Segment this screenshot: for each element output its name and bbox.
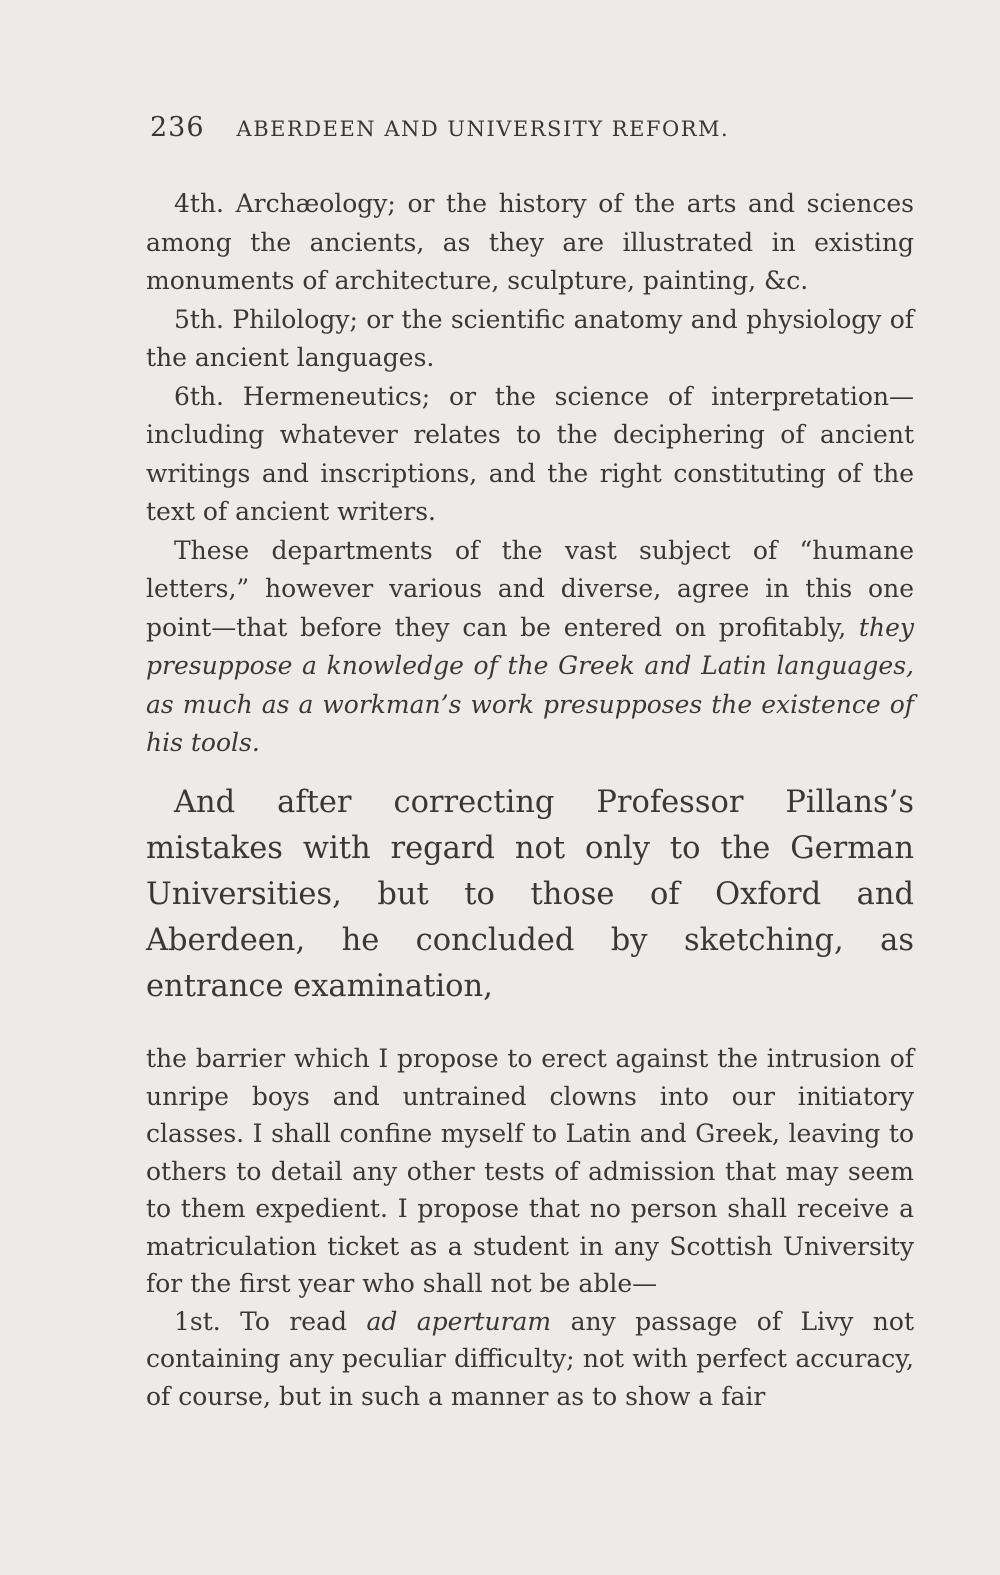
quoted-barrier-block [146, 1040, 914, 1415]
requirement-italic-text: ad aperturam [366, 1306, 552, 1336]
paragraph-hermeneutics: 6th. Hermeneutics; or the science of interpretation—including whatever relates to the deciphering of ancient writings and inscriptions, and the right constituting of the text of ancient writers. [146, 381, 914, 526]
departments-italic-text: they presuppose a knowledge of the Greek and Latin languages, as much as a workman’s work presupposes the existence of his tools. [146, 612, 914, 757]
departments-plain-text: These departments of the vast subject of “humane letters,” however various and diverse, agree in this one point—that before they can be entered on profitably, [146, 535, 914, 642]
page-header [150, 112, 830, 143]
quoted-list-block [146, 185, 914, 763]
requirement-start-text: 1st. To read [174, 1306, 367, 1336]
paragraph-departments [146, 532, 914, 763]
paragraph-barrier: the barrier which I propose to erect against the intrusion of unripe boys and untrained clowns into our initiatory classes. I shall confine myself to Latin and Greek, leaving to others to detail any other tests of admission that may seem to them expedient. I propose that no person shall receive a matriculation ticket as a student in any Scottish University for the first year who shall not be able— [146, 1044, 914, 1298]
narrative-block [146, 780, 914, 1010]
page-number: 236 [150, 112, 205, 143]
paragraph-first-requirement [146, 1303, 914, 1416]
running-title: ABERDEEN AND UNIVERSITY REFORM. [236, 117, 730, 141]
paragraph-archaeology: 4th. Archæology; or the history of the arts and sciences among the ancients, as they are illustrated in existing monuments of architecture, sculpture, painting, &c. [146, 189, 914, 295]
requirement-end-text: any passage of Livy not containing any peculiar difficulty; not with perfect accuracy, of course, but in such a manner as to show a fair [146, 1306, 915, 1411]
paragraph-philology: 5th. Philology; or the scientific anatomy and physiology of the ancient languages. [146, 304, 914, 372]
paragraph-narrative: And after correcting Professor Pillans’s mistakes with regard not only to the German Universities, but to those of Oxford and Aberdeen, he concluded by sketching, as entrance examination, [146, 785, 914, 1004]
